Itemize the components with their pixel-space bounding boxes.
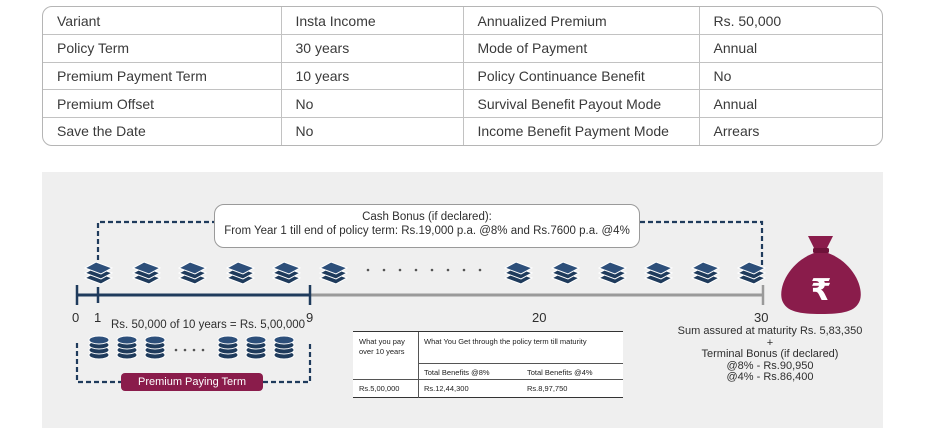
coin-stack-icon [274,336,294,359]
coin-stack-icon [89,336,109,359]
summary-pay-header: What you pay over 10 years [359,337,405,356]
maturity-sum-assured: Sum assured at maturity Rs. 5,83,350 [677,325,863,337]
detail-label: Policy Continuance Benefit [463,62,699,90]
maturity-terminal-bonus: Terminal Bonus (if declared) [701,348,839,360]
cash-note-icon [552,262,579,284]
cash-bonus-title: Cash Bonus (if declared): [362,211,492,223]
premium-coin-stacks [89,336,294,359]
detail-value: Annual [699,90,883,118]
summary-get4-value: Rs.8,97,750 [527,384,568,393]
detail-label: Premium Payment Term [43,62,281,90]
cash-note-icon [692,262,719,284]
money-bag-rupee-symbol: ₹ [810,273,832,308]
cash-note-icon [738,262,765,284]
cash-note-icon [599,262,626,284]
coin-stack-icon [246,336,266,359]
cash-note-icon [505,262,532,284]
premium-total-label: Rs. 50,000 of 10 years = Rs. 5,00,000 [111,319,306,331]
premium-paying-term-badge: Premium Paying Term [121,373,263,391]
cash-note-icon [85,262,112,284]
benefit-summary-table [353,331,623,398]
year-label-30: 30 [754,310,769,325]
cash-bonus-notes [85,262,765,284]
detail-value: No [281,90,463,118]
detail-value: 30 years [281,35,463,63]
year-label-0: 0 [72,310,80,325]
coin-stack-icon [145,336,165,359]
cash-note-icon [227,262,254,284]
cash-ellipsis [367,269,482,272]
year-label-20: 20 [532,310,547,325]
summary-sub-4: Total Benefits @4% [527,368,593,377]
year-label-1: 1 [94,310,102,325]
coin-stack-icon [117,336,137,359]
detail-label: Survival Benefit Payout Mode [463,90,699,118]
cash-note-icon [273,262,300,284]
detail-label: Annualized Premium [463,7,699,35]
detail-value: 10 years [281,62,463,90]
detail-value: Annual [699,35,883,63]
detail-label: Mode of Payment [463,35,699,63]
maturity-benefit-text [665,326,875,384]
summary-sub-8: Total Benefits @8% [424,368,490,377]
detail-label: Income Benefit Payment Mode [463,117,699,145]
cash-bonus-detail: From Year 1 till end of policy term: Rs.19,000 p.a. @8% and Rs.7600 p.a. @4% [224,225,630,237]
coin-ellipsis [175,349,205,352]
detail-label: Save the Date [43,117,281,145]
detail-value: Rs. 50,000 [699,7,883,35]
maturity-bonus-4: @4% - Rs.86,400 [726,371,814,383]
cash-bonus-callout [214,204,640,248]
detail-label: Policy Term [43,35,281,63]
detail-label: Premium Offset [43,90,281,118]
cash-note-icon [645,262,672,284]
summary-get-header: What You Get through the policy term till maturity [424,337,587,346]
summary-pay-value: Rs.5,00,000 [359,384,400,393]
detail-value: No [699,62,883,90]
detail-value: Arrears [713,123,760,140]
cash-note-icon [320,262,347,284]
maturity-plus: + [766,336,774,349]
detail-value: Insta Income [281,7,463,35]
cash-note-icon [179,262,206,284]
detail-label: Variant [43,7,281,35]
coin-stack-icon [218,336,238,359]
detail-value: No [281,117,463,145]
summary-get8-value: Rs.12,44,300 [424,384,469,393]
maturity-bonus-8: @8% - Rs.90,950 [726,359,814,372]
cash-note-icon [133,262,160,284]
year-label-9: 9 [306,310,314,325]
